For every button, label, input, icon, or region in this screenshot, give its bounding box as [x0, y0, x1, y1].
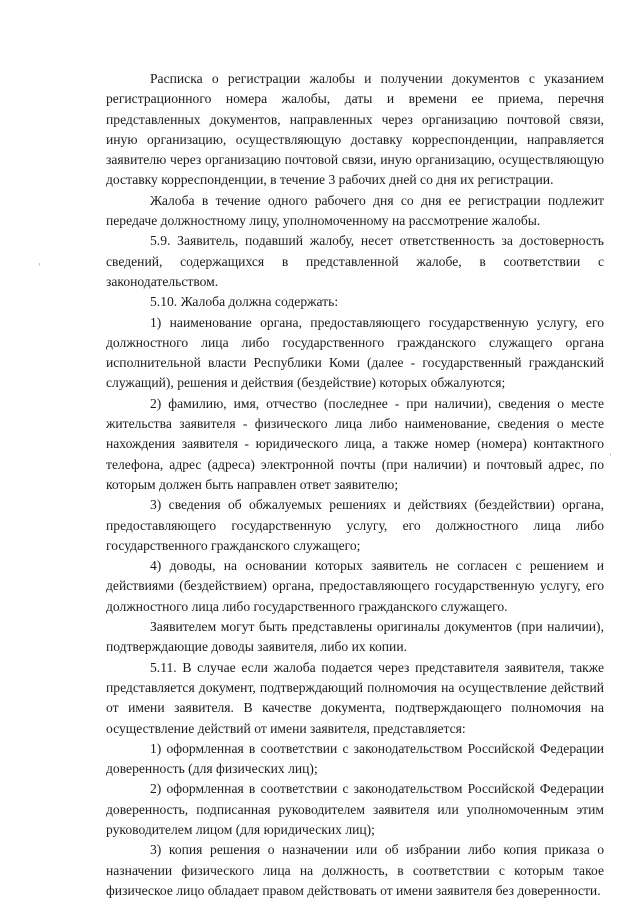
list-item-power-3: 3) копия решения о назначении или об избрании либо копия приказа о назначении физического лица на должность, в соответствии с которым такое физическое лицо обладает правом действовать от имени заявителя без доверенности. [106, 842, 604, 898]
list-item-power-2: 2) оформленная в соответствии с законодательством Российской Федерации доверенность, подписанная руководителем заявителя или уполномоченным этим руководителем лицом (для юридических лиц); [106, 781, 604, 837]
list-item-power-1: 1) оформленная в соответствии с законодательством Российской Федерации доверенность (для физических лиц); [106, 740, 604, 777]
paragraph-transfer: Жалоба в течение одного рабочего дня со дня ее регистрации подлежит передаче должностному лицу, уполномоченному на рассмотрение жалобы. [106, 192, 604, 229]
paragraph-originals: Заявителем могут быть представлены оригиналы документов (при наличии), подтверждающие доводы заявителя, либо их копии. [106, 619, 604, 655]
margin-mark: ' [38, 262, 41, 273]
list-item-2: 2) фамилию, имя, отчество (последнее - при наличии), сведения о месте жительства заявителя - физического лица либо наименование, сведения о месте нахождения заявителя - юридического лица, а также номер (номера) контактного телефона, адрес (адреса) электронной почты (при наличии) и почтовый адрес, по которым должен быть направлен ответ заявителю; [106, 395, 604, 492]
document-body [106, 69, 604, 901]
margin-mark: ' [609, 452, 612, 463]
list-item-3: 3) сведения об обжалуемых решениях и действиях (бездействии) органа, предоставляющего государственную услугу, его должностного лица либо государственного гражданского служащего; [106, 497, 604, 553]
paragraph-5-9: 5.9. Заявитель, подавший жалобу, несет ответственность за достоверность сведений, содержащихся в представленной жалобе, в соответствии с законодательством. [106, 233, 604, 289]
list-item-4: 4) доводы, на основании которых заявитель не согласен с решением и действиями (бездействием) органа, предоставляющего государственную услугу, его должностного лица либо государственного гражданского служащего. [106, 558, 604, 614]
paragraph-receipt: Расписка о регистрации жалобы и получении документов с указанием регистрационного номера жалобы, даты и времени ее приема, перечня представленных документов, направленных через организацию почтовой связи, иную организацию, осуществляющую доставку корреспонденции, направляется заявителю через организацию почтовой связи, иную организацию, осуществляющую доставку корреспонденции, в течение 3 рабочих дней со дня их регистрации. [106, 71, 604, 188]
paragraph-5-10: 5.10. Жалоба должна содержать: [150, 294, 339, 310]
list-item-1: 1) наименование органа, предоставляющего государственную услугу, его должностного лица либо государственного гражданского служащего органа исполнительной власти Республики Коми (далее - государственный гражданский служащий), решения и действия (бездействие) которых обжалуются; [106, 314, 604, 391]
paragraph-5-11: 5.11. В случае если жалоба подается через представителя заявителя, также представляется документ, подтверждающий полномочия на осуществление действий от имени заявителя. В качестве документа, подтверждающего полномочия на осуществление действий от имени заявителя, представляется: [106, 659, 604, 736]
